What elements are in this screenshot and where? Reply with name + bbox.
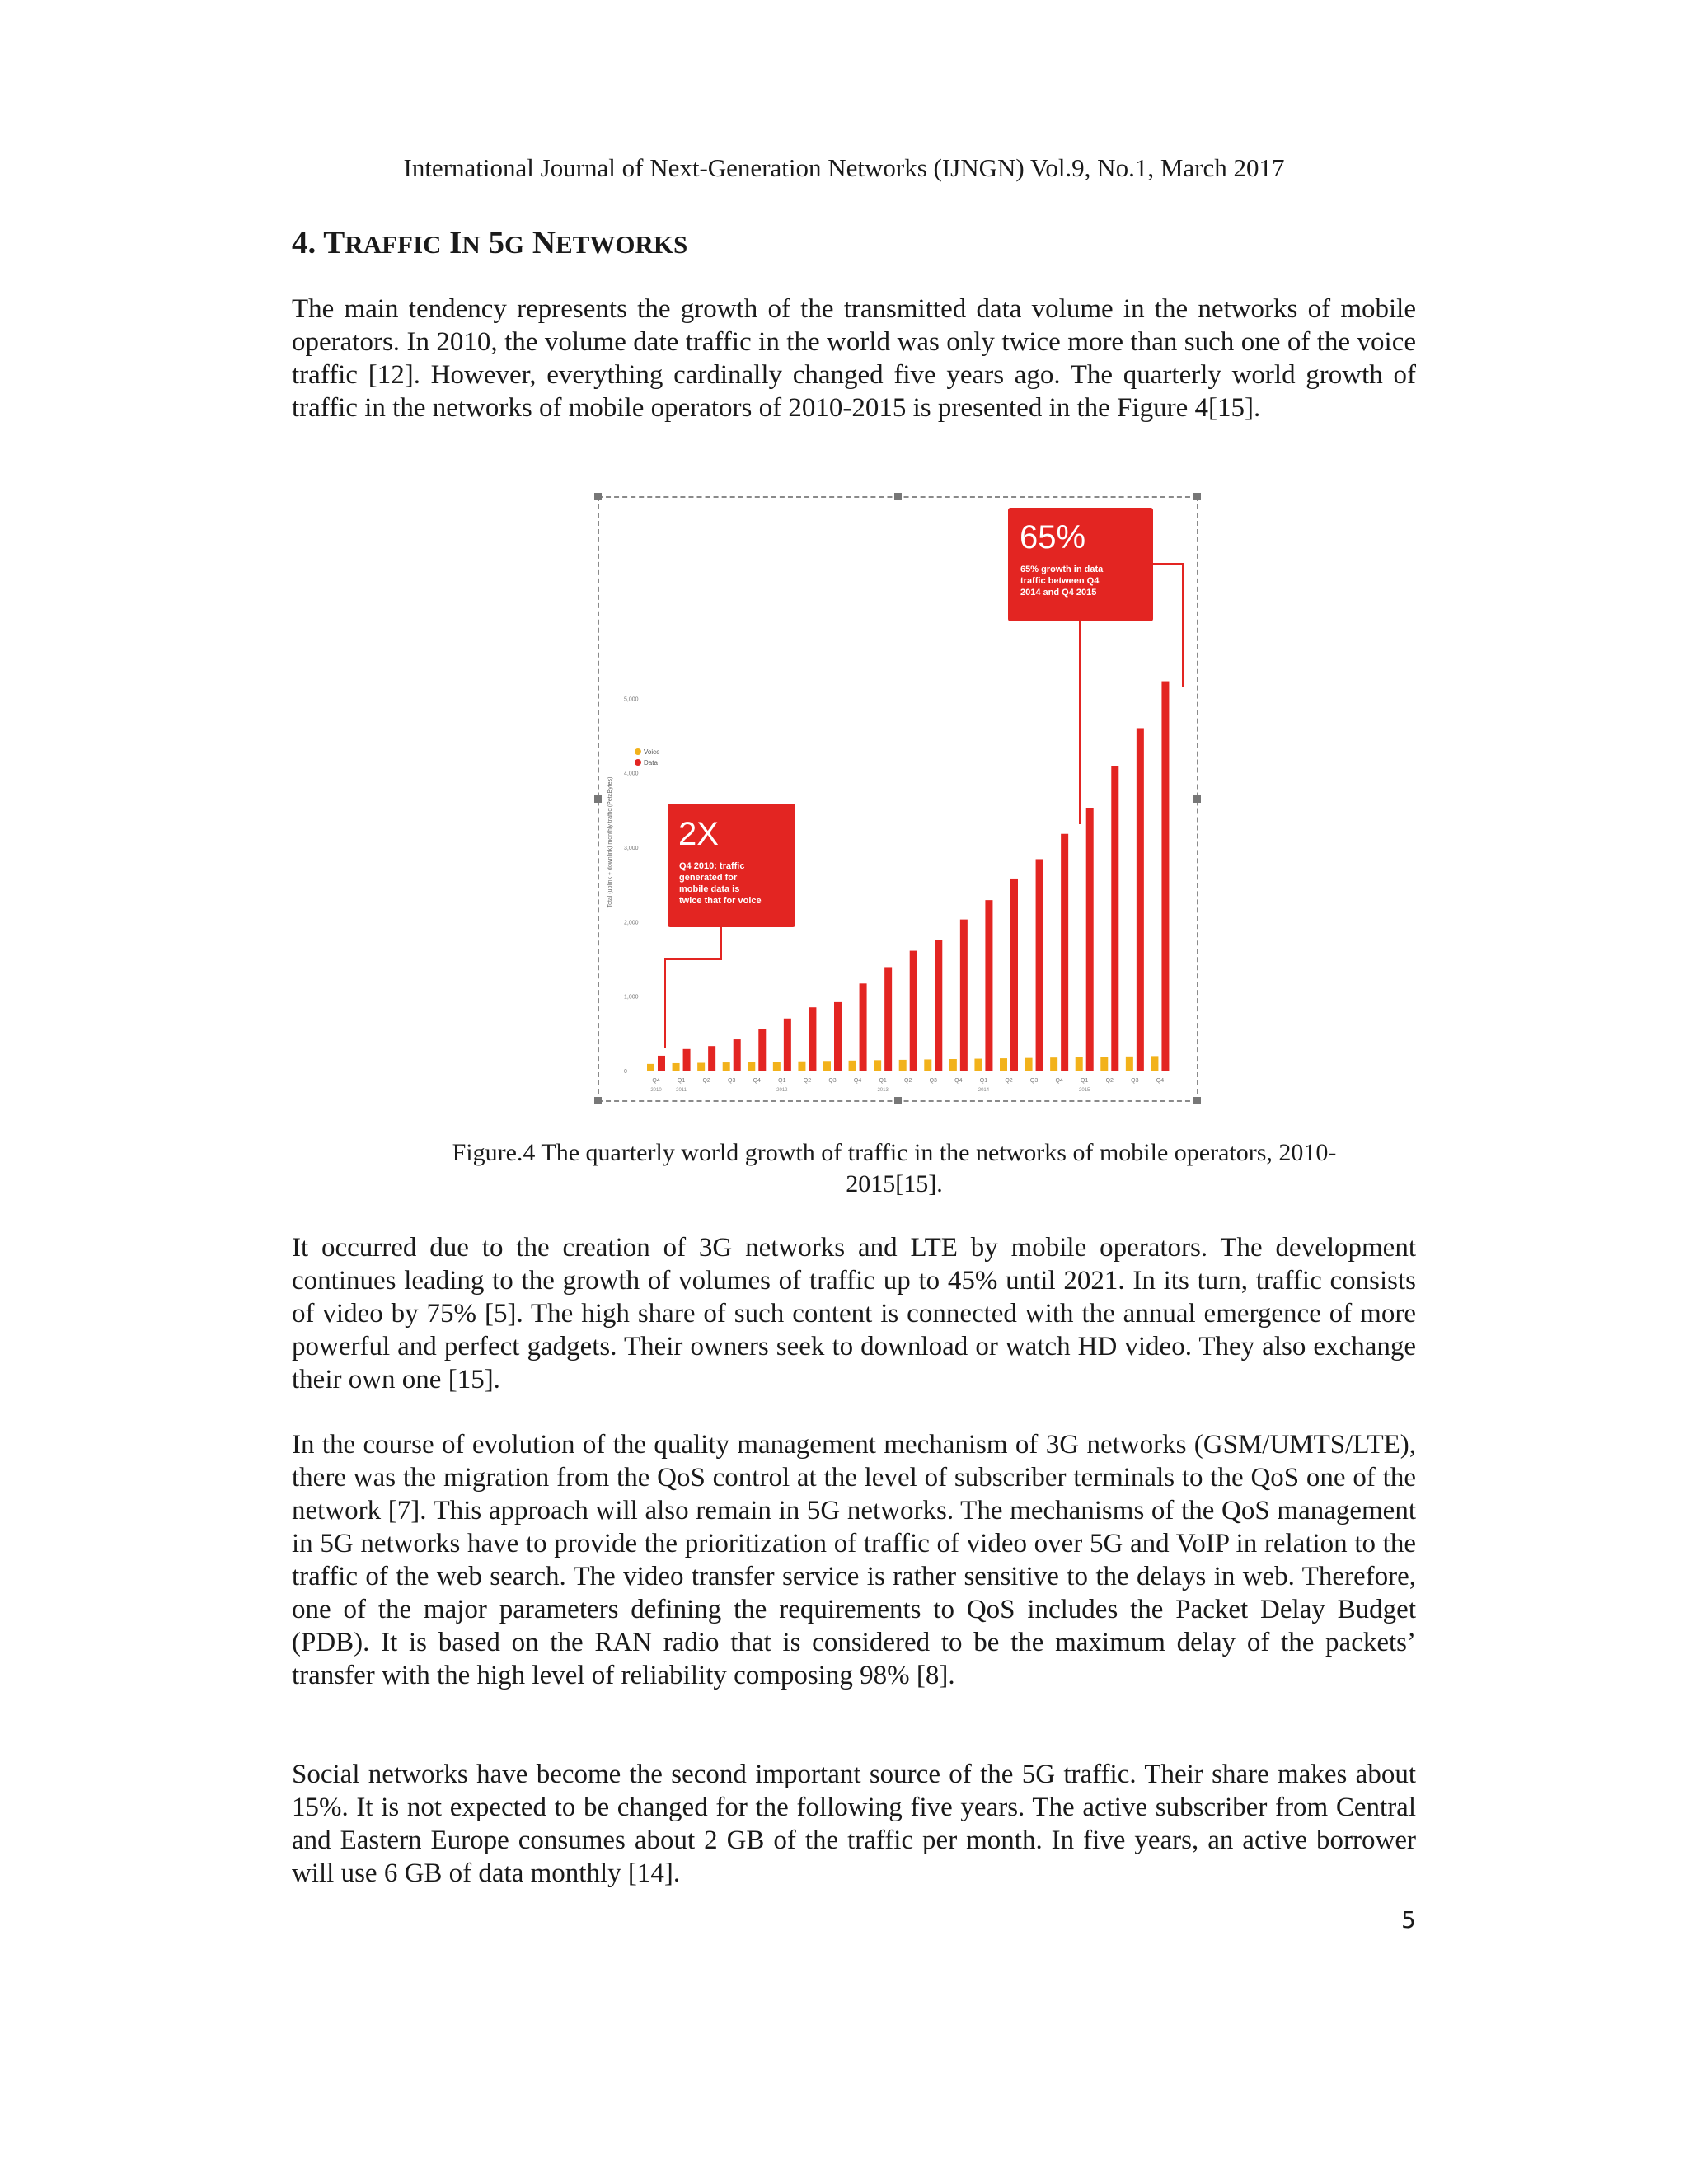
x-tick-label: Q4 xyxy=(652,1078,660,1084)
x-tick-label: Q1 xyxy=(1081,1078,1089,1084)
callout-2x-line3: mobile data is xyxy=(679,884,740,894)
x-tick-label: Q2 xyxy=(803,1078,812,1084)
legend-voice-label: Voice xyxy=(644,748,660,756)
figure-selection-frame[interactable] xyxy=(598,496,1198,1102)
paragraph-intro: The main tendency represents the growth of the transmitted data volume in the networks of mobile operators. In 2010, the volume date traffic in the world was only twice more than such one of the voice traffic [12]. However, everything cardinally changed five years ago. The quarterly world growth of traffic in the networks of mobile operators of 2010-2015 is presented in the Figure 4[15]. xyxy=(292,294,1416,423)
caption-line-1: Figure.4 The quarterly world growth of traffic in the networks of mobile operators, 2010- xyxy=(452,1139,1337,1166)
x-year-label: 2011 xyxy=(676,1088,687,1093)
callout-65-line2: traffic between Q4 xyxy=(1020,576,1100,586)
journal-header: International Journal of Next-Generation Networks (IJNGN) Vol.9, No.1, March 2017 xyxy=(403,153,1285,182)
y-tick-label: 0 xyxy=(624,1069,627,1075)
callout-65-big: 65% xyxy=(1020,519,1086,555)
y-tick-label: 5,000 xyxy=(624,696,639,703)
y-tick-label: 1,000 xyxy=(624,994,639,1001)
x-tick-label: Q2 xyxy=(1105,1078,1114,1084)
section-number: 4. xyxy=(292,225,316,260)
x-year-label: 2013 xyxy=(877,1088,889,1093)
resize-handle-tr[interactable] xyxy=(1193,493,1201,500)
x-tick-label: Q3 xyxy=(1131,1078,1139,1084)
x-year-label: 2010 xyxy=(650,1088,662,1093)
x-tick-label: Q3 xyxy=(828,1078,837,1084)
x-tick-label: Q2 xyxy=(904,1078,912,1084)
x-tick-label: Q1 xyxy=(979,1078,988,1084)
x-tick-label: Q4 xyxy=(954,1078,963,1084)
resize-handle-tl[interactable] xyxy=(594,493,602,500)
section-word-2: IN xyxy=(449,225,481,260)
resize-handle-left[interactable] xyxy=(594,795,602,803)
x-year-label: 2015 xyxy=(1079,1088,1090,1093)
figure-4[interactable] xyxy=(598,496,1201,1104)
callout-65-line3: 2014 and Q4 2015 xyxy=(1020,588,1097,598)
y-tick-label: 3,000 xyxy=(624,846,639,851)
resize-handle-bottom[interactable] xyxy=(894,1097,902,1104)
callout-2x-big: 2X xyxy=(678,816,719,852)
section-word-1: TRAFFIC xyxy=(323,225,442,260)
section-title xyxy=(292,224,687,261)
paragraph-3g-lte: It occurred due to the creation of 3G networks and LTE by mobile operators. The development continues leading to the growth of volumes of traffic up to 45% until 2021. In its turn, traffic consists of video by 75% [5]. The high share of such content is connected with the annual emergence of more powerful and perfect gadgets. Their owners seek to download or watch HD video. They also exchange their own one [15]. xyxy=(292,1233,1416,1394)
callout-2x-line4: twice that for voice xyxy=(679,896,762,906)
x-tick-label: Q3 xyxy=(929,1078,937,1084)
paragraph-social-networks: Social networks have become the second important source of the 5G traffic. Their share makes about 15%. It is not expected to be changed for the following five years. The active subscriber from Central and Eastern Europe consumes about 2 GB of the traffic per month. In five years, an active borrower will use 6 GB of data monthly [14]. xyxy=(292,1760,1416,1888)
section-word-4: NETWORKS xyxy=(532,225,688,260)
x-tick-label: Q4 xyxy=(853,1078,862,1084)
x-tick-label: Q1 xyxy=(778,1078,786,1084)
callout-2x-line1: Q4 2010: traffic xyxy=(679,861,745,871)
y-tick-label: 4,000 xyxy=(624,771,639,777)
x-tick-label: Q3 xyxy=(728,1078,736,1084)
x-tick-label: Q1 xyxy=(879,1078,887,1084)
figure-caption xyxy=(412,1137,1376,1200)
resize-handle-br[interactable] xyxy=(1193,1097,1201,1104)
callout-65-line1: 65% growth in data xyxy=(1020,565,1104,574)
resize-handle-top[interactable] xyxy=(894,493,902,500)
resize-handle-right[interactable] xyxy=(1193,795,1201,803)
x-tick-label: Q1 xyxy=(677,1078,686,1084)
y-axis-label: Total (uplink + downlink) monthly traffic (PetaBytes) xyxy=(607,776,613,908)
x-tick-label: Q4 xyxy=(1156,1078,1165,1084)
page-number: 5 xyxy=(1401,1906,1416,1933)
x-tick-label: Q4 xyxy=(753,1078,761,1084)
x-tick-label: Q4 xyxy=(1055,1078,1063,1084)
x-year-label: 2012 xyxy=(776,1088,788,1093)
caption-line-2: 2015[15]. xyxy=(846,1170,943,1197)
paragraph-qos: In the course of evolution of the quality management mechanism of 3G networks (GSM/UMTS/LTE), there was the migration from the QoS control at the level of subscriber terminals to the QoS one of the network [7]. This approach will also remain in 5G networks. The mechanisms of the QoS management in 5G networks have to provide the prioritization of traffic of video over 5G and VoIP in relation to the traffic of the web search. The video transfer service is rather sensitive to the delays in web. Therefore, one of the major parameters defining the requirements to QoS includes the Packet Delay Budget (PDB). It is based on the RAN radio that is considered to be the maximum delay of the packets’ transfer with the high level of reliability composing 98% [8]. xyxy=(292,1430,1416,1690)
x-tick-label: Q2 xyxy=(702,1078,710,1084)
resize-handle-bl[interactable] xyxy=(594,1097,602,1104)
legend-data-label: Data xyxy=(644,759,658,766)
x-tick-label: Q3 xyxy=(1029,1078,1039,1084)
section-word-3: 5G xyxy=(488,225,525,260)
x-tick-label: Q2 xyxy=(1005,1078,1013,1084)
x-year-label: 2014 xyxy=(978,1088,990,1093)
callout-2x-line2: generated for xyxy=(679,873,738,883)
y-tick-label: 2,000 xyxy=(624,920,639,926)
